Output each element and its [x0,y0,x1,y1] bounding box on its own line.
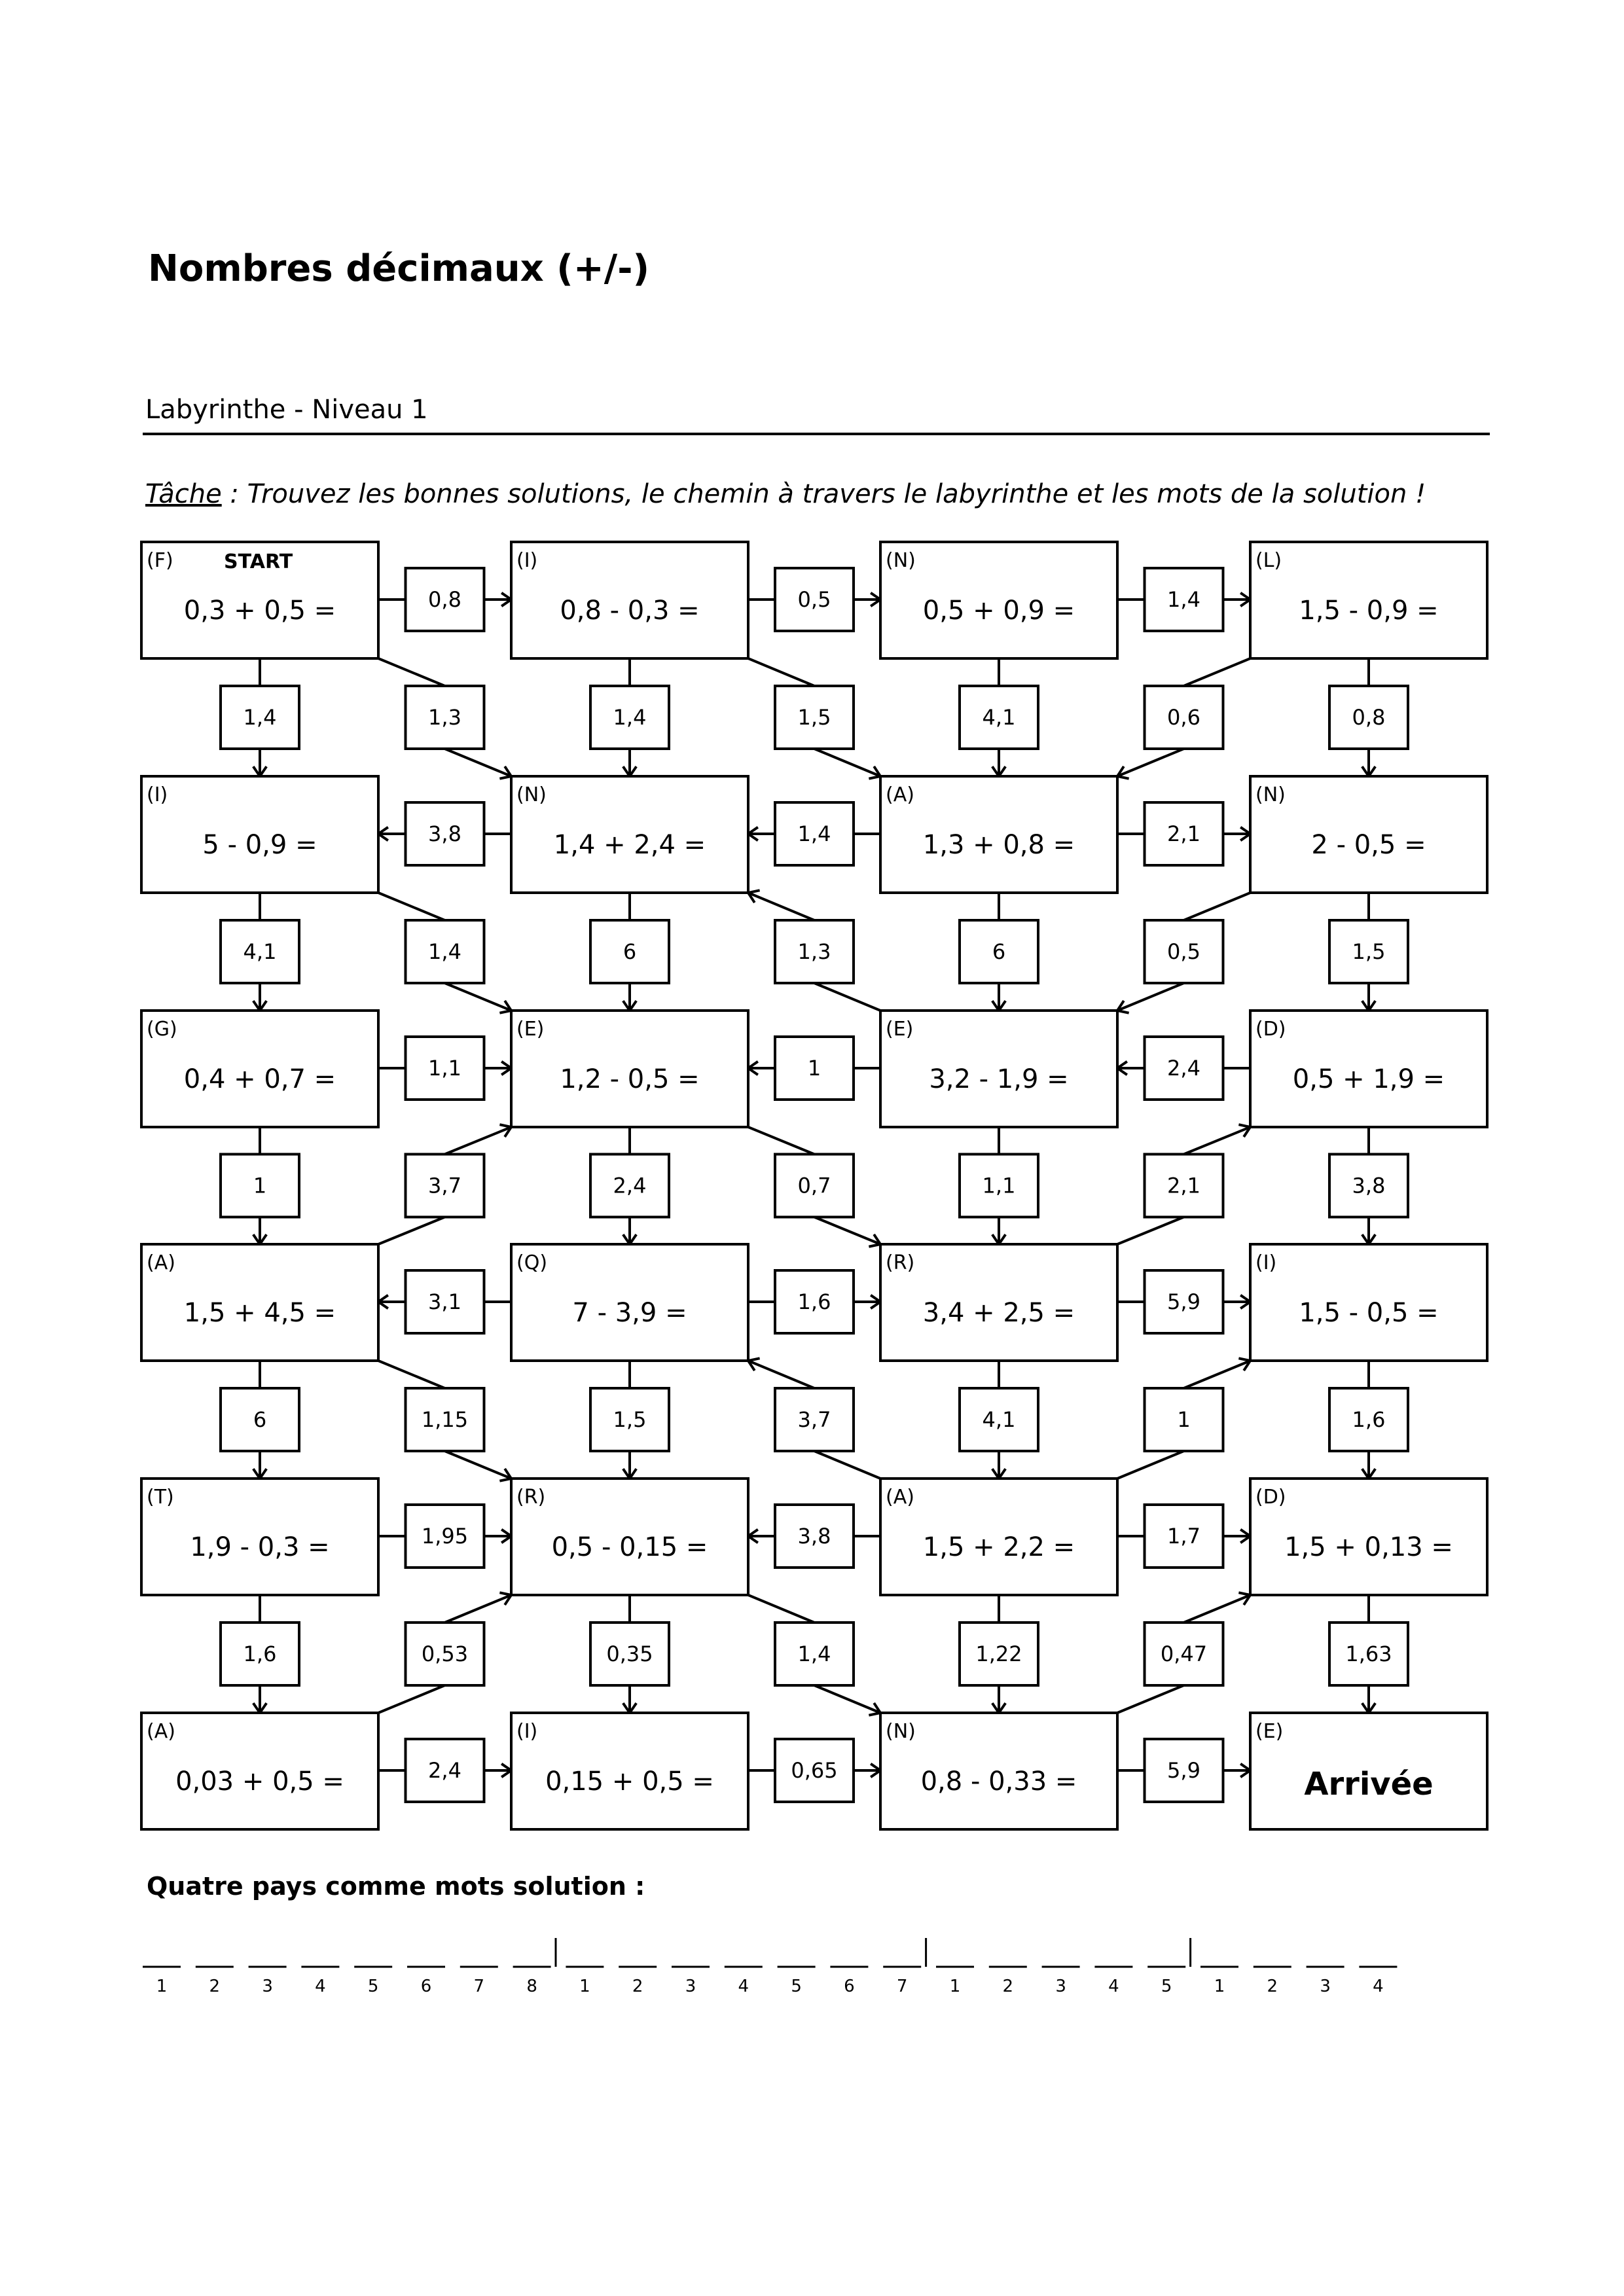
station-expression: 1,5 - 0,5 = [1299,1298,1439,1328]
station-expression: 0,5 - 0,15 = [551,1532,708,1562]
station-expression: 1,9 - 0,3 = [190,1532,330,1562]
start-label: START [224,550,293,573]
station-expression: 1,3 + 0,8 = [922,830,1075,860]
diag-link-value: 1,3 [428,705,461,730]
letter-index: 6 [844,1977,855,1996]
station-letter: (D) [1255,1018,1286,1041]
station-expression: 1,5 - 0,9 = [1299,596,1439,626]
station-letter: (I) [516,1720,538,1743]
station-letter: (T) [147,1486,174,1509]
solution-title: Quatre pays comme mots solution : [147,1872,645,1901]
h-link-value: 1,7 [1167,1524,1200,1549]
h-link-value: 2,1 [1167,821,1200,846]
h-link-value: 3,1 [428,1289,461,1314]
letter-index: 3 [1055,1977,1066,1996]
v-link-value: 1,6 [1352,1407,1386,1432]
station-expression: 1,5 + 0,13 = [1284,1532,1453,1562]
letter-index: 5 [1161,1977,1172,1996]
diag-link-value: 1,5 [797,705,831,730]
diag-link-value: 0,5 [1167,939,1200,964]
station-letter: (I) [516,549,538,572]
station-expression: 7 - 3,9 = [572,1298,687,1328]
h-link-value: 1 [807,1056,821,1081]
diag-link-value: 1,4 [428,939,461,964]
v-link-value: 6 [992,939,1006,964]
h-link-value: 1,95 [421,1524,469,1549]
station-letter: (Q) [516,1251,548,1274]
diag-link-value: 0,6 [1167,705,1200,730]
letter-index: 7 [896,1977,908,1996]
v-link-value: 1,4 [613,705,647,730]
v-link-value: 0,35 [606,1641,653,1666]
diag-link-value: 0,47 [1160,1641,1208,1666]
station-expression: 0,5 + 0,9 = [922,596,1075,626]
letter-index: 4 [738,1977,749,1996]
v-link-value: 1,1 [982,1173,1016,1198]
station-expression: 3,4 + 2,5 = [922,1298,1075,1328]
v-link-value: 1,6 [243,1641,277,1666]
station-expression: 1,5 + 2,2 = [922,1532,1075,1562]
diag-link-value: 0,7 [797,1173,831,1198]
v-link-value: 0,8 [1352,705,1386,730]
station-expression: 0,8 - 0,33 = [920,1767,1077,1797]
h-link-value: 1,1 [428,1056,461,1081]
v-link-value: 4,1 [982,705,1016,730]
h-link-value: 3,8 [428,821,461,846]
station-letter: (R) [886,1251,915,1274]
task-text: : Trouvez les bonnes solutions, le chemin à travers le labyrinthe et les mots de la solution ! [221,479,1426,509]
letter-index: 2 [632,1977,643,1996]
letter-index: 4 [1108,1977,1119,1996]
letter-index: 5 [367,1977,379,1996]
v-link-value: 1,5 [613,1407,647,1432]
letter-index: 2 [1002,1977,1014,1996]
station-expression: 0,03 + 0,5 = [175,1767,344,1797]
h-link-value: 0,8 [428,587,461,612]
station-expression: 3,2 - 1,9 = [929,1064,1069,1094]
diag-link-value: 1,3 [797,939,831,964]
letter-index: 1 [1214,1977,1225,1996]
station-expression: 0,15 + 0,5 = [545,1767,714,1797]
v-link-value: 1,4 [243,705,277,730]
h-link-value: 0,65 [791,1758,838,1783]
h-link-value: 5,9 [1167,1289,1200,1314]
v-link-value: 2,4 [613,1173,647,1198]
diag-link-value: 2,1 [1167,1173,1200,1198]
station-expression: 0,3 + 0,5 = [183,596,336,626]
station-letter: (I) [147,783,168,806]
station-letter: (A) [147,1720,175,1743]
letter-index: 2 [209,1977,221,1996]
letter-index: 8 [526,1977,537,1996]
diag-link-value: 1 [1177,1407,1191,1432]
station-expression: 5 - 0,9 = [202,830,317,860]
letter-index: 7 [473,1977,485,1996]
station-letter: (N) [516,783,547,806]
v-link-value: 6 [623,939,637,964]
diag-link-value: 1,15 [421,1407,469,1432]
station-letter: (L) [1255,549,1282,572]
station-letter: (N) [886,1720,916,1743]
diag-link-value: 3,7 [428,1173,461,1198]
station-expression: 1,2 - 0,5 = [560,1064,700,1094]
h-link-value: 1,4 [797,821,831,846]
letter-index: 3 [1320,1977,1331,1996]
station-letter: (G) [147,1018,177,1041]
station-letter: (E) [516,1018,545,1041]
diag-link-value: 0,53 [421,1641,469,1666]
station-expression: 1,5 + 4,5 = [183,1298,336,1328]
letter-index: 6 [420,1977,432,1996]
v-link-value: 4,1 [243,939,277,964]
letter-index: 4 [1373,1977,1384,1996]
station-letter: (A) [886,1486,914,1509]
v-link-value: 3,8 [1352,1173,1386,1198]
finish-label: Arrivée [1304,1766,1434,1803]
station-expression: 0,4 + 0,7 = [183,1064,336,1094]
v-link-value: 6 [253,1407,267,1432]
station-expression: 0,5 + 1,9 = [1292,1064,1445,1094]
letter-index: 3 [685,1977,696,1996]
v-link-value: 1,22 [975,1641,1022,1666]
station-letter: (E) [1255,1720,1284,1743]
diag-link-value: 1,4 [797,1641,831,1666]
letter-index: 1 [156,1977,168,1996]
station-letter: (A) [147,1251,175,1274]
h-link-value: 2,4 [1167,1056,1200,1081]
station-letter: (R) [516,1486,546,1509]
worksheet-subtitle: Labyrinthe - Niveau 1 [145,395,428,425]
station-letter: (A) [886,783,914,806]
station-expression: 1,4 + 2,4 = [553,830,706,860]
h-link-value: 0,5 [797,587,831,612]
station-letter: (E) [886,1018,914,1041]
task-label: Tâche [145,479,222,509]
h-link-value: 1,4 [1167,587,1200,612]
station-letter: (D) [1255,1486,1286,1509]
letter-index: 4 [315,1977,326,1996]
h-link-value: 3,8 [797,1524,831,1549]
station-letter: (N) [1255,783,1286,806]
letter-index: 5 [791,1977,802,1996]
diag-link-value: 3,7 [797,1407,831,1432]
v-link-value: 4,1 [982,1407,1016,1432]
letter-index: 3 [262,1977,273,1996]
station-expression: 2 - 0,5 = [1311,830,1426,860]
v-link-value: 1,63 [1345,1641,1392,1666]
letter-index: 2 [1267,1977,1278,1996]
h-link-value: 1,6 [797,1289,831,1314]
station-letter: (N) [886,549,916,572]
station-expression: 0,8 - 0,3 = [560,596,700,626]
letter-index: 1 [949,1977,961,1996]
h-link-value: 2,4 [428,1758,461,1783]
h-link-value: 5,9 [1167,1758,1200,1783]
station-letter: (I) [1255,1251,1277,1274]
page-title: Nombres décimaux (+/-) [148,247,650,290]
letter-index: 1 [579,1977,590,1996]
v-link-value: 1 [253,1173,267,1198]
station-letter: (F) [147,549,173,572]
v-link-value: 1,5 [1352,939,1386,964]
